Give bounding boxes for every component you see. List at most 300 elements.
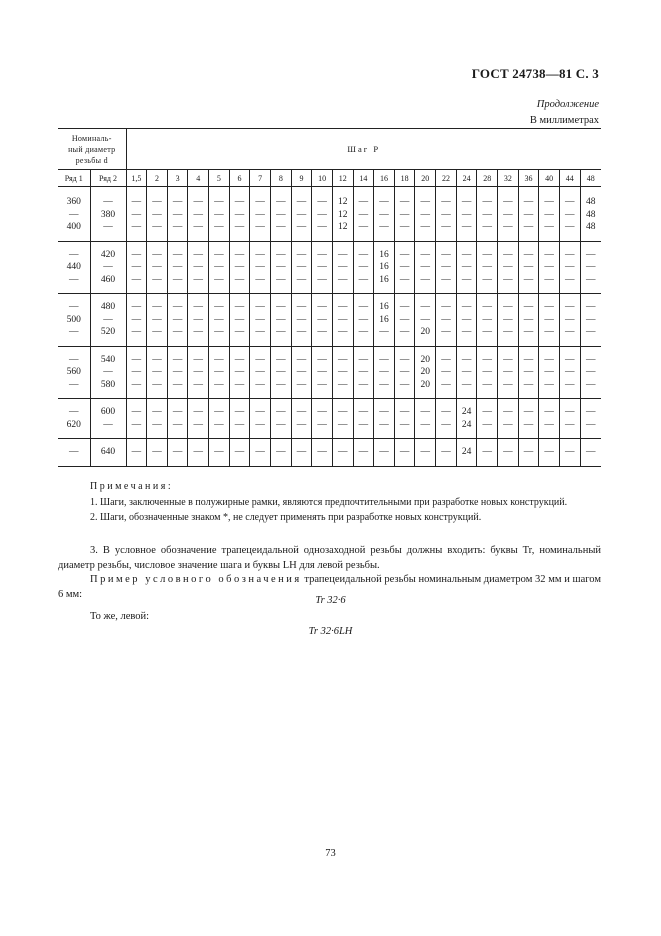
cell-value: —: [103, 314, 113, 325]
cell-value: —: [399, 314, 410, 325]
cell-value: —: [131, 274, 142, 285]
cell-value: —: [399, 354, 410, 365]
pitch-cell: [518, 346, 539, 399]
cell-value: —: [379, 419, 389, 430]
pitch-cell: [580, 439, 601, 467]
cell-value: —: [234, 197, 245, 207]
pitch-cell: [353, 346, 374, 399]
pitch-cell: [167, 241, 188, 294]
pitch-header: 12: [332, 170, 353, 187]
cell-value: —: [544, 407, 554, 417]
cell-value: —: [276, 379, 286, 390]
cell-value: —: [399, 302, 410, 312]
pitch-cell: [209, 294, 230, 347]
pitch-cell: [147, 346, 168, 399]
cell-value: —: [586, 302, 596, 312]
cell-value: —: [234, 222, 245, 232]
pitch-cell: [229, 241, 250, 294]
cell-value: —: [214, 262, 224, 272]
cell-value: —: [523, 249, 534, 260]
units-label: В миллиметрах: [529, 115, 599, 126]
cell-value: —: [461, 354, 472, 365]
cell-value: —: [234, 354, 245, 365]
pitch-cell: [498, 346, 519, 399]
cell-value: —: [337, 262, 348, 272]
note-item: 2. Шаги, обозначенные знаком *, не следует применять при разработке новых конструкций.: [90, 512, 482, 523]
cell-value: —: [255, 302, 265, 312]
cell-value: —: [172, 302, 183, 312]
cell-value: —: [565, 314, 575, 325]
cell-value: —: [193, 302, 203, 312]
cell-value: —: [586, 314, 596, 325]
cell-value: —: [399, 262, 410, 272]
cell-value: 16: [379, 274, 389, 285]
cell-value: —: [234, 209, 245, 220]
cell-value: —: [214, 209, 224, 220]
cell-value: —: [379, 407, 389, 417]
cell-value: —: [234, 379, 245, 390]
cell-value: —: [172, 222, 183, 232]
pitch-cell: [518, 187, 539, 242]
cell-value: —: [214, 314, 224, 325]
pitch-cell: [374, 439, 395, 467]
cell-value: —: [255, 197, 265, 207]
cell-value: —: [565, 354, 575, 365]
diameter-header-line: резьбы d: [75, 155, 108, 165]
cell-value: —: [420, 407, 431, 417]
cell-value: —: [544, 197, 554, 207]
cell-value: —: [503, 222, 513, 232]
pitch-cell: [126, 294, 147, 347]
cell-value: —: [69, 302, 79, 312]
cell-value: —: [214, 354, 224, 365]
diameter-header-line: ный диаметр: [68, 144, 116, 154]
pitch-cell: [559, 241, 580, 294]
cell-value: —: [565, 274, 575, 285]
pitch-cell: [539, 241, 560, 294]
pitch-cell: [353, 187, 374, 242]
pitch-cell: [332, 399, 353, 439]
pitch-cell: [332, 187, 353, 242]
cell-value: —: [379, 222, 389, 232]
pitch-cell: [580, 399, 601, 439]
cell-value: —: [255, 314, 265, 325]
pitch-cell: [580, 241, 601, 294]
cell-value: —: [276, 274, 286, 285]
pitch-cell: [167, 346, 188, 399]
cell-value: —: [586, 407, 596, 417]
cell-value: 16: [379, 262, 389, 272]
pitch-cell: [477, 399, 498, 439]
cell-value: —: [399, 447, 410, 457]
cell-value: 24: [461, 407, 472, 417]
table-row: [58, 439, 601, 467]
pitch-cell: [456, 241, 477, 294]
table-row: [58, 346, 601, 399]
notes-title: Примечания:: [90, 481, 174, 492]
cell-value: —: [441, 419, 451, 430]
cell-value: —: [358, 379, 369, 390]
pitch-cell: [374, 399, 395, 439]
cell-value: —: [420, 314, 431, 325]
cell-value: —: [399, 249, 410, 260]
cell-value: —: [523, 379, 534, 390]
cell-value: —: [337, 314, 348, 325]
pitch-cell: [374, 187, 395, 242]
cell-value: —: [69, 354, 79, 365]
pitch-cell: [518, 241, 539, 294]
cell-value: —: [317, 197, 327, 207]
cell-value: —: [420, 419, 431, 430]
cell-value: —: [131, 302, 142, 312]
cell-value: —: [523, 314, 534, 325]
pitch-cell: [394, 346, 415, 399]
same-left-label: То же, левой:: [90, 611, 150, 622]
pitch-cell: [394, 241, 415, 294]
cell-value: —: [255, 367, 265, 377]
pitch-cell: [539, 187, 560, 242]
pitch-cell: [312, 187, 333, 242]
pitch-cell: [580, 294, 601, 347]
cell-value: —: [172, 447, 183, 457]
pitch-cell: [415, 346, 436, 399]
pitch-header: 10: [312, 170, 333, 187]
cell-value: 12: [337, 209, 348, 220]
cell-value: —: [193, 209, 203, 220]
cell-value: —: [523, 262, 534, 272]
cell-value: —: [172, 327, 183, 337]
pitch-cell: [456, 439, 477, 467]
row2-cell: [90, 399, 126, 439]
cell-value: —: [565, 367, 575, 377]
pitch-header: 44: [559, 170, 580, 187]
cell-value: —: [172, 197, 183, 207]
cell-value: —: [69, 274, 79, 285]
cell-value: 360: [66, 197, 81, 207]
cell-value: —: [544, 354, 554, 365]
cell-value: —: [358, 249, 369, 260]
cell-value: —: [379, 379, 389, 390]
cell-value: —: [461, 209, 472, 220]
row2-cell: [90, 294, 126, 347]
pitch-cell: [539, 294, 560, 347]
cell-value: —: [131, 249, 142, 260]
cell-value: —: [152, 379, 162, 390]
cell-value: —: [214, 222, 224, 232]
pitch-cell: [188, 399, 209, 439]
cell-value: —: [172, 354, 183, 365]
cell-value: —: [193, 197, 203, 207]
cell-value: —: [296, 354, 307, 365]
pitch-cell: [188, 294, 209, 347]
cell-value: —: [234, 274, 245, 285]
cell-value: —: [214, 407, 224, 417]
cell-value: —: [565, 209, 575, 220]
row1-cell: [58, 399, 90, 439]
pitch-header: 18: [394, 170, 415, 187]
pitch-cell: [559, 346, 580, 399]
cell-value: —: [276, 447, 286, 457]
cell-value: —: [441, 302, 451, 312]
pitch-cell: [312, 439, 333, 467]
pitch-cell: [229, 399, 250, 439]
cell-value: 24: [461, 447, 472, 457]
cell-value: —: [586, 262, 596, 272]
pitch-cell: [477, 294, 498, 347]
pitch-cell: [147, 439, 168, 467]
pitch-cell: [518, 294, 539, 347]
pitch-header: 22: [436, 170, 457, 187]
cell-value: —: [234, 447, 245, 457]
cell-value: —: [152, 354, 162, 365]
pitch-cell: [250, 399, 271, 439]
cell-value: —: [461, 314, 472, 325]
cell-value: —: [544, 262, 554, 272]
cell-value: —: [131, 314, 142, 325]
cell-value: —: [523, 274, 534, 285]
cell-value: —: [441, 367, 451, 377]
cell-value: —: [276, 407, 286, 417]
cell-value: 20: [420, 327, 431, 337]
cell-value: —: [317, 274, 327, 285]
pitch-cell: [312, 294, 333, 347]
pitch-cell: [291, 346, 312, 399]
cell-value: —: [586, 447, 596, 457]
cell-value: —: [131, 262, 142, 272]
cell-value: —: [276, 197, 286, 207]
cell-value: —: [103, 419, 113, 430]
note-item: 1. Шаги, заключенные в полужирные рамки, являются предпочтительными при разработке новых конструкций.: [90, 496, 568, 508]
paragraph-3: 3. В условное обозначение трапецеидальной однозаходной резьбы должны входить: буквы Tr, номинальный диаметр резьбы, числовое значение шага и буквы LH для левой резьбы.: [58, 545, 601, 571]
cell-value: —: [461, 367, 472, 377]
cell-value: —: [317, 209, 327, 220]
cell-value: —: [482, 447, 492, 457]
cell-value: —: [358, 447, 369, 457]
cell-value: —: [296, 274, 307, 285]
cell-value: —: [441, 407, 451, 417]
cell-value: —: [523, 354, 534, 365]
pitch-header: 8: [271, 170, 292, 187]
pitch-cell: [518, 439, 539, 467]
cell-value: —: [337, 407, 348, 417]
cell-value: —: [544, 302, 554, 312]
cell-value: —: [586, 327, 596, 337]
cell-value: 540: [100, 354, 116, 365]
pitch-cell: [415, 399, 436, 439]
pitch-cell: [188, 346, 209, 399]
cell-value: —: [131, 354, 142, 365]
pitch-header: 9: [291, 170, 312, 187]
cell-value: —: [69, 407, 79, 417]
cell-value: —: [586, 354, 596, 365]
cell-value: —: [152, 209, 162, 220]
cell-value: —: [152, 447, 162, 457]
row2-cell: [90, 241, 126, 294]
cell-value: —: [255, 249, 265, 260]
pitch-header: 3: [167, 170, 188, 187]
pitch-cell: [353, 294, 374, 347]
cell-value: —: [358, 209, 369, 220]
row1-cell: [58, 439, 90, 467]
pitch-header: 5: [209, 170, 230, 187]
cell-value: —: [172, 407, 183, 417]
pitch-cell: [167, 399, 188, 439]
cell-value: 560: [66, 367, 81, 377]
cell-value: —: [255, 262, 265, 272]
cell-value: —: [420, 302, 431, 312]
cell-value: —: [523, 197, 534, 207]
pitch-cell: [126, 439, 147, 467]
example-text: трапецеидальной резьбы номинальным диаметром 32 мм и шагом 6 мм:: [58, 574, 601, 600]
cell-value: —: [399, 222, 410, 232]
cell-value: —: [420, 222, 431, 232]
pitch-cell: [126, 399, 147, 439]
pitch-cell: [394, 187, 415, 242]
cell-value: —: [503, 419, 513, 430]
pitch-cell: [271, 439, 292, 467]
row1-cell: [58, 294, 90, 347]
pitch-cell: [291, 439, 312, 467]
pitch-cell: [477, 439, 498, 467]
pitch-cell: [229, 346, 250, 399]
pitch-cell: [332, 439, 353, 467]
cell-value: —: [503, 367, 513, 377]
diameter-header-line: Номиналь-: [71, 133, 112, 143]
cell-value: —: [276, 419, 286, 430]
pitch-cell: [436, 346, 457, 399]
cell-value: —: [565, 222, 575, 232]
cell-value: —: [523, 302, 534, 312]
cell-value: —: [544, 447, 554, 457]
pitch-cell: [498, 187, 519, 242]
cell-value: —: [482, 222, 492, 232]
row1-cell: [58, 187, 90, 242]
continued-label: Продолжение: [536, 99, 599, 110]
cell-value: —: [461, 327, 472, 337]
cell-value: —: [276, 302, 286, 312]
cell-value: —: [441, 262, 451, 272]
table-row: [58, 294, 601, 347]
cell-value: —: [172, 274, 183, 285]
cell-value: —: [152, 274, 162, 285]
cell-value: 420: [100, 249, 116, 260]
cell-value: —: [317, 314, 327, 325]
cell-value: —: [503, 314, 513, 325]
cell-value: —: [255, 209, 265, 220]
pitch-cell: [167, 187, 188, 242]
cell-value: —: [420, 249, 431, 260]
cell-value: —: [255, 407, 265, 417]
cell-value: 440: [66, 262, 81, 272]
cell-value: —: [317, 262, 327, 272]
cell-value: 640: [100, 447, 116, 457]
cell-value: —: [358, 354, 369, 365]
cell-value: —: [586, 367, 596, 377]
cell-value: —: [317, 419, 327, 430]
cell-value: —: [503, 197, 513, 207]
pitch-cell: [394, 294, 415, 347]
pitch-cell: [291, 241, 312, 294]
cell-value: —: [544, 249, 554, 260]
cell-value: —: [255, 354, 265, 365]
standard-header: ГОСТ 24738—81 С. 3: [471, 66, 599, 81]
cell-value: —: [586, 249, 596, 260]
cell-value: —: [379, 354, 389, 365]
pitch-cell: [436, 294, 457, 347]
cell-value: —: [234, 262, 245, 272]
cell-value: 400: [66, 222, 81, 232]
cell-value: —: [337, 447, 348, 457]
cell-value: —: [523, 209, 534, 220]
cell-value: —: [565, 249, 575, 260]
cell-value: —: [523, 447, 534, 457]
cell-value: —: [172, 249, 183, 260]
cell-value: 20: [420, 367, 431, 377]
cell-value: —: [317, 354, 327, 365]
cell-value: —: [214, 249, 224, 260]
cell-value: —: [214, 274, 224, 285]
cell-value: —: [441, 379, 451, 390]
pitch-header: 20: [415, 170, 436, 187]
cell-value: —: [131, 327, 142, 337]
cell-value: —: [503, 379, 513, 390]
cell-value: —: [276, 327, 286, 337]
cell-value: —: [255, 327, 265, 337]
cell-value: —: [544, 327, 554, 337]
cell-value: —: [544, 314, 554, 325]
pitch-cell: [394, 439, 415, 467]
pitch-header: 7: [250, 170, 271, 187]
cell-value: —: [461, 379, 472, 390]
pitch-cell: [374, 346, 395, 399]
pitch-cell: [456, 399, 477, 439]
cell-value: —: [544, 209, 554, 220]
cell-value: —: [152, 197, 162, 207]
pitch-cell: [477, 241, 498, 294]
cell-value: 48: [586, 197, 596, 207]
cell-value: 48: [586, 222, 596, 232]
pitch-cell: [477, 346, 498, 399]
cell-value: —: [152, 314, 162, 325]
cell-value: —: [255, 274, 265, 285]
cell-value: —: [565, 419, 575, 430]
cell-value: —: [544, 274, 554, 285]
cell-value: —: [482, 314, 492, 325]
cell-value: —: [379, 209, 389, 220]
pitch-cell: [229, 294, 250, 347]
formula-example: Tr 32·6: [315, 595, 346, 606]
step-header: Шаг P: [126, 129, 601, 170]
pitch-cell: [291, 294, 312, 347]
cell-value: —: [131, 209, 142, 220]
pitch-cell: [312, 346, 333, 399]
cell-value: —: [399, 197, 410, 207]
cell-value: —: [317, 367, 327, 377]
pitch-cell: [498, 439, 519, 467]
cell-value: —: [255, 222, 265, 232]
cell-value: —: [193, 314, 203, 325]
pitch-cell: [456, 294, 477, 347]
cell-value: —: [296, 197, 307, 207]
pitch-header: 36: [518, 170, 539, 187]
cell-value: —: [503, 209, 513, 220]
cell-value: —: [441, 209, 451, 220]
cell-value: —: [276, 354, 286, 365]
pitch-cell: [498, 241, 519, 294]
cell-value: —: [544, 419, 554, 430]
pitch-cell: [271, 399, 292, 439]
cell-value: —: [255, 419, 265, 430]
